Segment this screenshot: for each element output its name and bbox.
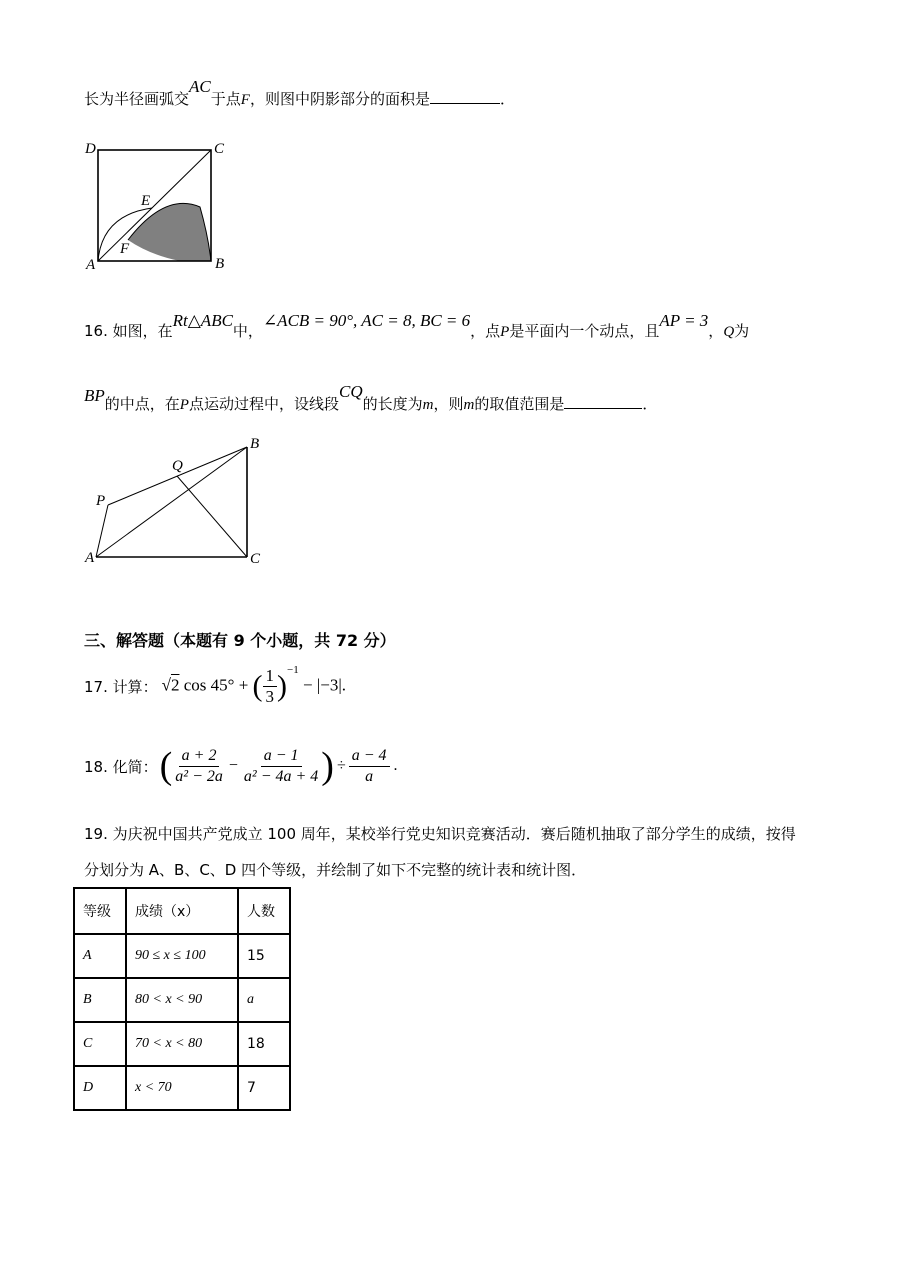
fig15-label-a: A <box>86 257 96 273</box>
q18-fraction-3 <box>349 746 390 787</box>
q18-den-1: a² − 2a <box>175 767 223 785</box>
q16-text-6: 的中点，在 <box>104 395 180 413</box>
q18-den-2: a² − 4a + 4 <box>243 767 319 785</box>
q17-minus: − <box>303 674 313 694</box>
fig15-shaded-region <box>128 203 211 261</box>
q15-point-f: F <box>240 92 250 108</box>
q17-fraction <box>263 666 278 707</box>
q16-text-3: 是平面内一个动点，且 <box>509 322 660 340</box>
q15-suffix: ，则图中阴影部分的面积是 <box>249 90 430 108</box>
table-row <box>74 978 290 1022</box>
q17-frac-num: 1 <box>263 666 278 687</box>
fig16-label-p: P <box>96 493 106 509</box>
fig15-label-d: D <box>85 141 96 157</box>
q17-line <box>84 664 346 708</box>
q15-mid: 于点 <box>210 90 241 108</box>
q16-text-4: ， <box>708 322 724 340</box>
q18-fraction-1 <box>172 746 226 787</box>
q18-num-3: a − 4 <box>349 746 390 767</box>
q18-label: 18. 化简： <box>84 757 158 776</box>
fig15-label-c: C <box>214 141 225 157</box>
table-header-count: 人数 <box>238 888 290 934</box>
q16-point-p-2: P <box>179 397 189 413</box>
table-cell: 15 <box>238 934 290 978</box>
q16-var-m-2: m <box>463 397 475 413</box>
q16-conditions: ∠ACB = 90°, AC = 8, BC = 6 <box>262 311 471 330</box>
q17-frac-den: 3 <box>265 686 275 706</box>
q19-line2: 分划分为 A、B、C、D 四个等级，并绘制了如下不完整的统计表和统计图． <box>84 861 587 879</box>
table-cell: B <box>74 978 126 1022</box>
q17-sqrt-arg: 2 <box>170 674 180 694</box>
q18-num-1: a + 2 <box>179 746 220 767</box>
q15-tail-line <box>84 77 515 109</box>
q16-var-m: m <box>422 397 434 413</box>
q15-end: ． <box>499 90 515 108</box>
q16-text-5: 为 <box>734 322 750 340</box>
table-row <box>74 934 290 978</box>
q15-seg-ac: AC <box>189 77 211 96</box>
fig15-label-f: F <box>120 241 130 257</box>
q16-point-q: Q <box>723 324 735 340</box>
q17-abs-value: −3 <box>320 674 339 694</box>
fig15-label-e: E <box>141 193 151 209</box>
table-cell: 90 ≤ x ≤ 100 <box>126 934 238 978</box>
table-header-row <box>74 888 290 934</box>
q16-cq: CQ <box>338 382 363 401</box>
q16-point-p: P <box>500 324 510 340</box>
table-header-score: 成绩（x） <box>126 888 238 934</box>
fig15-label-b: B <box>215 256 225 272</box>
table-row <box>74 1022 290 1066</box>
q18-end: . <box>393 757 398 774</box>
fig16-label-q: Q <box>172 458 183 474</box>
table-cell: x < 70 <box>126 1066 238 1110</box>
table-row <box>74 1066 290 1110</box>
q16-text-9: ，则 <box>433 395 464 413</box>
q16-text-8: 的长度为 <box>362 395 423 413</box>
q17-cos: cos 45° <box>183 674 235 694</box>
q16-text-2: ，点 <box>470 322 501 340</box>
q15-prefix: 长为半径画弧交 <box>84 90 190 108</box>
table-cell: A <box>74 934 126 978</box>
q19-line1: 19. 为庆祝中国共产党成立 100 周年，某校举行党史知识竞赛活动．赛后随机抽取了部分学生的成绩，按得 <box>84 825 796 843</box>
q16-line1 <box>84 311 750 341</box>
grade-table <box>73 887 291 1111</box>
fig15-square-diagram <box>80 135 240 275</box>
q16-end: ． <box>642 395 658 413</box>
table-cell: a <box>238 978 290 1022</box>
fig16-seg-qc <box>177 476 247 557</box>
q16-triangle: Rt△ABC <box>172 311 233 330</box>
q18-fraction-2 <box>241 746 321 787</box>
q18-num-2: a − 1 <box>261 746 302 767</box>
q16-text-1: 中， <box>232 322 263 340</box>
table-header-grade: 等级 <box>74 888 126 934</box>
q17-plus: + <box>238 674 249 694</box>
table-cell: 80 < x < 90 <box>126 978 238 1022</box>
fig16-label-a: A <box>85 550 95 566</box>
section-3-title: 三、解答题（本题有 9 个小题，共 72 分） <box>84 631 396 650</box>
fig16-label-b: B <box>250 436 260 452</box>
table-cell: D <box>74 1066 126 1110</box>
q18-den-3: a <box>365 767 374 785</box>
q18-line <box>84 740 398 792</box>
q17-end: . <box>341 674 346 694</box>
q16-num: 16. 如图，在 <box>84 322 173 340</box>
table-cell: C <box>74 1022 126 1066</box>
table-cell: 7 <box>238 1066 290 1110</box>
fig16-triangle-diagram <box>80 432 270 572</box>
q16-line2 <box>84 382 658 414</box>
q17-expression: √2 cos 45° + ( $\frac{1}{3}$ )$^{-1}$ − |−3|. <box>161 664 346 706</box>
q16-answer-blank[interactable] <box>564 394 642 409</box>
q18-expression: ( $\frac{a + 2}{\text{a² − 2a}}$ − $\frac{a - 1}{\text{a² − 4a + 4}}$ ) ÷ $\frac{a - 4}{a}$ . <box>159 745 398 787</box>
table-cell: 70 < x < 80 <box>126 1022 238 1066</box>
fig16-label-c: C <box>250 551 261 567</box>
q16-ap: AP = 3 <box>659 311 709 330</box>
q16-text-10: 的取值范围是 <box>474 395 565 413</box>
q18-op-minus: − <box>228 757 238 774</box>
q18-op-divide: ÷ <box>336 757 346 774</box>
q17-exponent: −1 <box>287 664 299 677</box>
q16-bp: BP <box>84 386 105 405</box>
q16-text-7: 点运动过程中，设线段 <box>188 395 339 413</box>
q17-label: 17. 计算： <box>84 677 158 696</box>
table-cell: 18 <box>238 1022 290 1066</box>
q15-answer-blank[interactable] <box>430 89 500 104</box>
